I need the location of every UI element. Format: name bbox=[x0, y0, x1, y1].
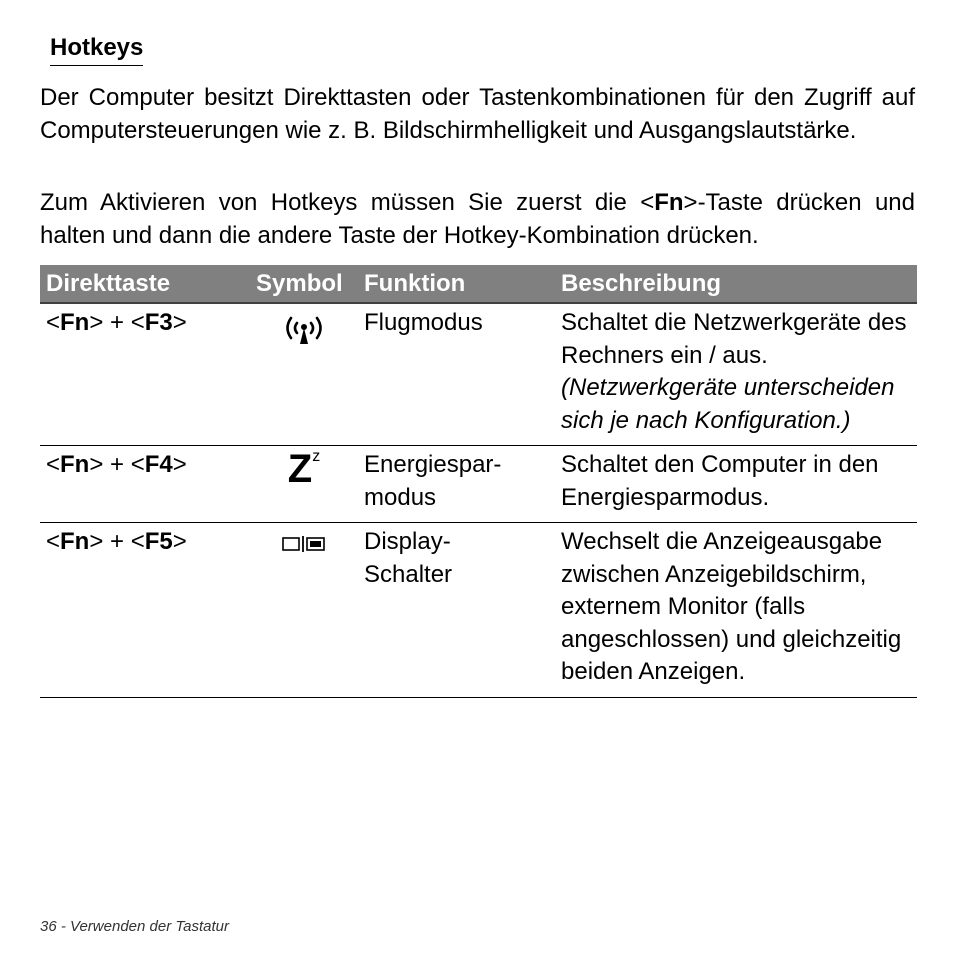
key-bracket: < bbox=[46, 528, 61, 555]
description-text: Schaltet die Netzwerkgeräte des Rechners ein / aus. bbox=[561, 309, 907, 369]
header-direkttaste: Direkttaste bbox=[40, 265, 250, 303]
key-plus: > + < bbox=[89, 528, 145, 555]
hotkey-combo bbox=[40, 523, 250, 698]
symbol-cell bbox=[250, 303, 358, 446]
description-cell: Wechselt die Anzeigeausgabe zwischen Anzeigebildschirm, externem Monitor (falls angeschlossen) und gleichzeitig beiden Anzeigen. bbox=[555, 523, 917, 698]
f-key: F3 bbox=[144, 309, 173, 336]
p2-text-before: Zum Aktivieren von Hotkeys müssen Sie zuerst die < bbox=[40, 189, 655, 216]
p2-fn-key: Fn bbox=[654, 189, 684, 216]
header-funktion: Funktion bbox=[358, 265, 555, 303]
function-line: Display- bbox=[364, 528, 451, 555]
page-footer: 36 - Verwenden der Tastatur bbox=[40, 918, 230, 935]
key-bracket: > bbox=[172, 451, 187, 478]
function-cell bbox=[358, 446, 555, 523]
wireless-antenna-icon bbox=[281, 313, 327, 357]
table-row bbox=[40, 303, 917, 446]
symbol-cell bbox=[250, 523, 358, 698]
key-bracket: > bbox=[172, 528, 187, 555]
description-cell: Schaltet den Computer in den Energiesparmodus. bbox=[555, 446, 917, 523]
table-row bbox=[40, 446, 917, 523]
hotkey-combo bbox=[40, 446, 250, 523]
key-bracket: < bbox=[46, 309, 61, 336]
intro-paragraph-2 bbox=[40, 187, 915, 252]
f-key: F5 bbox=[144, 528, 173, 555]
fn-key: Fn bbox=[60, 528, 90, 555]
display-switch-icon bbox=[280, 532, 328, 565]
header-beschreibung: Beschreibung bbox=[555, 265, 917, 303]
key-bracket: > bbox=[172, 309, 187, 336]
f-key: F4 bbox=[144, 451, 173, 478]
fn-key: Fn bbox=[60, 309, 90, 336]
function-cell bbox=[358, 523, 555, 698]
sleep-zz-icon bbox=[288, 447, 320, 491]
key-plus: > + < bbox=[89, 309, 145, 336]
key-bracket: < bbox=[46, 451, 61, 478]
description-cell bbox=[555, 303, 917, 446]
function-line: modus bbox=[364, 483, 437, 511]
table-header-row bbox=[40, 265, 917, 303]
hotkey-combo bbox=[40, 303, 250, 446]
function-cell: Flugmodus bbox=[358, 303, 555, 446]
fn-key: Fn bbox=[60, 451, 90, 478]
header-symbol: Symbol bbox=[250, 265, 358, 303]
key-plus: > + < bbox=[89, 451, 145, 478]
sleep-z-small: z bbox=[312, 448, 321, 465]
description-note: (Netzwerkgeräte unterscheiden sich je nach Konfiguration.) bbox=[561, 374, 895, 434]
function-line: Energiespar- bbox=[364, 451, 502, 478]
function-line: Schalter bbox=[364, 560, 453, 588]
hotkey-table bbox=[40, 265, 917, 698]
p2-text-after: >-Taste drücken und halten und dann die andere Taste der Hotkey-Kombination drücken. bbox=[40, 189, 916, 249]
section-title: Hotkeys bbox=[50, 33, 143, 66]
sleep-z-large: Z bbox=[287, 447, 313, 491]
intro-paragraph-1: Der Computer besitzt Direkttasten oder Tastenkombinationen für den Zugriff auf Computersteuerungen wie z. B. Bildschirmhelligkeit und Ausgangslautstärke. bbox=[40, 84, 915, 144]
symbol-cell bbox=[250, 446, 358, 523]
table-row bbox=[40, 523, 917, 698]
